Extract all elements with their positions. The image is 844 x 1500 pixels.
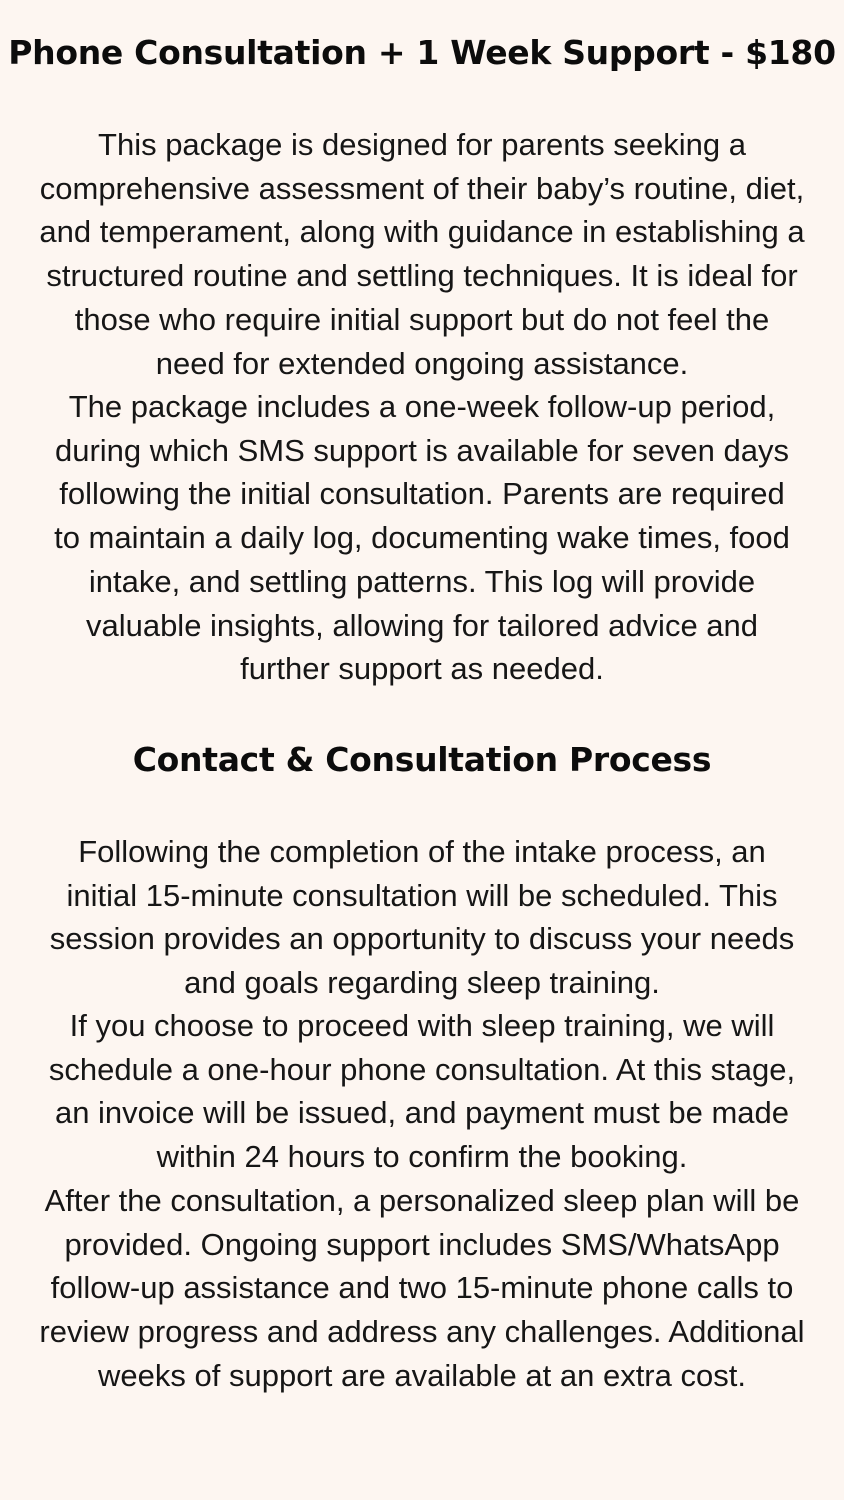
text-line: If you choose to proceed with sleep training, we will (69, 1008, 775, 1043)
text-line: further support as needed. (240, 651, 604, 687)
text-line: and goals regarding sleep training. (184, 965, 660, 1001)
text-line: schedule a one-hour phone consultation. At this stage, (48, 1051, 796, 1087)
text-line: valuable insights, allowing for tailored advice and (85, 607, 759, 643)
text-line: review progress and address any challenges. Additional (39, 1314, 805, 1350)
text-line: This package is designed for parents seeking a (98, 127, 746, 162)
text-line: initial 15-minute consultation will be scheduled. This (66, 877, 778, 913)
text-line: need for extended ongoing assistance. (155, 345, 689, 381)
package-followup-paragraph (0, 385, 844, 691)
text-line: within 24 hours to confirm the booking. (156, 1139, 688, 1175)
text-line: intake, and settling patterns. This log will provide (88, 563, 756, 599)
text-line: structured routine and settling techniques. It is ideal for (46, 258, 798, 294)
text-line: weeks of support are available at an extra cost. (98, 1357, 746, 1393)
process-support-paragraph (0, 1179, 844, 1398)
text-line: comprehensive assessment of their baby’s routine, diet, (39, 170, 805, 206)
text-line: to maintain a daily log, documenting wake times, food (54, 520, 790, 556)
text-line: After the consultation, a personalized sleep plan will be (44, 1183, 800, 1218)
package-description-paragraph (0, 123, 844, 385)
text-line: those who require initial support but do not feel the (74, 301, 770, 337)
text-line: provided. Ongoing support includes SMS/WhatsApp (64, 1226, 780, 1262)
text-line: The package includes a one-week follow-up period, (68, 389, 776, 424)
process-heading: Contact & Consultation Process (132, 740, 712, 779)
text-line: following the initial consultation. Parents are required (59, 476, 785, 512)
text-line: follow-up assistance and two 15-minute phone calls to (50, 1270, 794, 1306)
text-line: during which SMS support is available for seven days (54, 432, 790, 468)
process-booking-paragraph (0, 1004, 844, 1179)
text-line: session provides an opportunity to discuss your needs (49, 921, 795, 957)
package-title: Phone Consultation + 1 Week Support - $180 (8, 33, 836, 72)
text-line: and temperament, along with guidance in establishing a (39, 214, 805, 250)
process-intake-paragraph (0, 830, 844, 1005)
text-line: Following the completion of the intake process, an (78, 834, 766, 869)
text-line: an invoice will be issued, and payment must be made (54, 1095, 790, 1131)
